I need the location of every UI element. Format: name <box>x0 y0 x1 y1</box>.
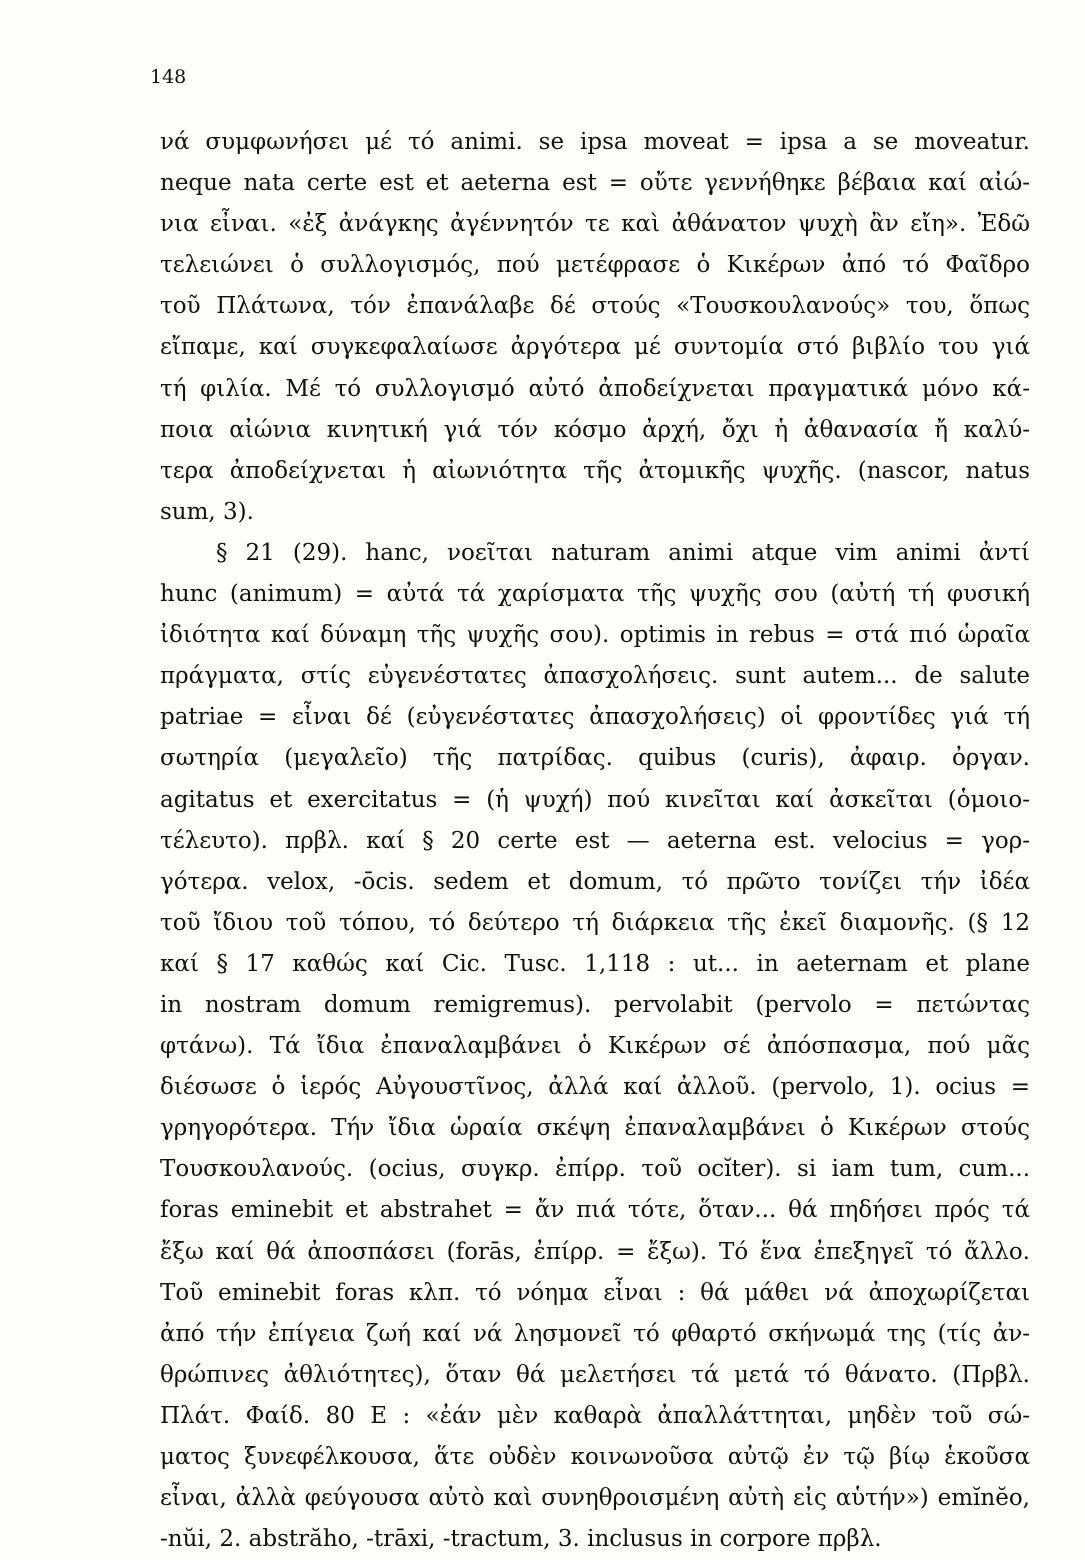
text-line: τελειώνει ὁ συλλογισμός, πού μετέφρασε ὁ Κικέρων ἀπό τό Φαῖδρο <box>160 252 1030 279</box>
text-line: τή φιλία. Μέ τό συλλογισμό αὐτό ἀποδείχνεται πραγματικά μόνο κά- <box>160 375 1030 402</box>
text-line: Τοῦ eminebit foras κλπ. τό νόημα εἶναι : θά μάθει νά ἀποχωρίζεται <box>160 1279 1030 1306</box>
text-line: hunc (animum) = αὐτά τά χαρίσματα τῆς ψυχῆς σου (αὐτή τή φυσική <box>160 581 1030 608</box>
text-line: πράγματα, στίς εὐγενέστατες ἀπασχολήσεις. sunt autem... de salute <box>160 663 1030 690</box>
text-line: εἴπαμε, καί συγκεφαλαίωσε ἀργότερα μέ συντομία στό βιβλίο του γιά <box>160 334 1030 361</box>
page-number: 148 <box>150 66 187 88</box>
text-line: ἰδιότητα καί δύναμη τῆς ψυχῆς σου). optimis in rebus = στά πιό ὡραῖα <box>160 622 1030 649</box>
text-line: foras eminebit et abstrahet = ἄν πιά τότε, ὅταν... θά πηδήσει πρός τά <box>160 1197 1030 1224</box>
text-line: in nostram domum remigremus). pervolabit (pervolo = πετώντας <box>160 991 1030 1018</box>
text-line: διέσωσε ὁ ἱερός Αὐγουστῖνος, ἀλλά καί ἀλλοῦ. (pervolo, 1). ocius = <box>160 1074 1030 1101</box>
text-line: ἔξω καί θά ἀποσπάσει (forās, ἐπίρρ. = ἔξω). Τό ἕνα ἐπεξηγεῖ τό ἄλλο. <box>160 1238 1030 1265</box>
text-line: -nŭi, 2. abstrăho, -trāxi, -tractum, 3. inclusus in corpore πρβλ. <box>160 1526 882 1553</box>
text-line: Τουσκουλανούς. (ocius, συγκρ. ἐπίρρ. τοῦ ocĭter). si iam tum, cum... <box>160 1156 1030 1183</box>
text-line: sum, 3). <box>160 498 254 525</box>
text-line: τερα ἀποδείχνεται ἡ αἰωνιότητα τῆς ἀτομικῆς ψυχῆς. (nascor, natus <box>160 457 1030 484</box>
text-line: γότερα. velox, -ōcis. sedem et domum, τό πρῶτο τονίζει τήν ἰδέα <box>160 868 1030 895</box>
text-line: τοῦ ἴδιου τοῦ τόπου, τό δεύτερο τή διάρκεια τῆς ἐκεῖ διαμονῆς. (§ 12 <box>160 909 1030 936</box>
text-line: νια εἶναι. «ἐξ ἀνάγκης ἀγέννητόν τε καὶ ἀθάνατον ψυχὴ ἂν εἴη». Ἐδῶ <box>160 211 1030 238</box>
text-line: γρηγορότερα. Τήν ἴδια ὡραία σκέψη ἐπαναλαμβάνει ὁ Κικέρων στούς <box>160 1115 1030 1142</box>
text-line: τοῦ Πλάτωνα, τόν ἐπανάλαβε δέ στούς «Τουσκουλανούς» του, ὅπως <box>160 293 1030 320</box>
text-line: τέλευτο). πρβλ. καί § 20 certe est — aeterna est. velocius = γορ- <box>160 827 1030 854</box>
text-line: patriae = εἶναι δέ (εὐγενέστατες ἀπασχολήσεις) οἱ φροντίδες γιά τή <box>160 704 1030 731</box>
text-line: Πλάτ. Φαίδ. 80 Ε : «ἐάν μὲν καθαρὰ ἀπαλλάττηται, μηδὲν τοῦ σώ- <box>160 1402 1030 1429</box>
text-line: ἀπό τήν ἐπίγεια ζωή καί νά λησμονεῖ τό φθαρτό σκήνωμά της (τίς ἀν- <box>160 1320 1030 1347</box>
text-line: θρώπινες ἀθλιότητες), ὅταν θά μελετήσει τά μετά τό θάνατο. (Πρβλ. <box>160 1361 1030 1388</box>
text-line: ματος ξυνεφέλκουσα, ἅτε οὐδὲν κοινωνοῦσα αὐτῷ ἐν τῷ βίῳ ἑκοῦσα <box>160 1444 1030 1470</box>
text-line: ποια αἰώνια κινητική γιά τόν κόσμο ἀρχή, ὄχι ἡ ἀθανασία ἤ καλύ- <box>160 416 1030 443</box>
text-line: καί § 17 καθώς καί Cic. Tusc. 1,118 : ut... in aeternam et plane <box>160 950 1030 977</box>
paragraph-start-line: § 21 (29). hanc, νοεῖται naturam animi atque vim animi ἀντί <box>216 539 1030 566</box>
text-line: σωτηρία (μεγαλεῖο) τῆς πατρίδας. quibus (curis), ἀφαιρ. ὀργαν. <box>160 745 1030 772</box>
text-line: agitatus et exercitatus = (ἡ ψυχή) πού κινεῖται καί ἀσκεῖται (ὁμοιο- <box>160 786 1030 813</box>
text-line: εἶναι, ἀλλὰ φεύγουσα αὐτὸ καὶ συνηθροισμένη αὐτὴ εἰς αὑτήν») emĭnĕo, <box>160 1485 1030 1512</box>
text-line: φτάνω). Τά ἴδια ἐπαναλαμβάνει ὁ Κικέρων σέ ἀπόσπασμα, πού μᾶς <box>160 1033 1030 1060</box>
text-line: νά συμφωνήσει μέ τό animi. se ipsa moveat = ipsa a se moveatur. <box>160 129 1030 155</box>
body-text <box>160 122 1030 1560</box>
text-line: neque nata certe est et aeterna est = οὔτε γεννήθηκε βέβαια καί αἰώ- <box>160 170 1030 197</box>
